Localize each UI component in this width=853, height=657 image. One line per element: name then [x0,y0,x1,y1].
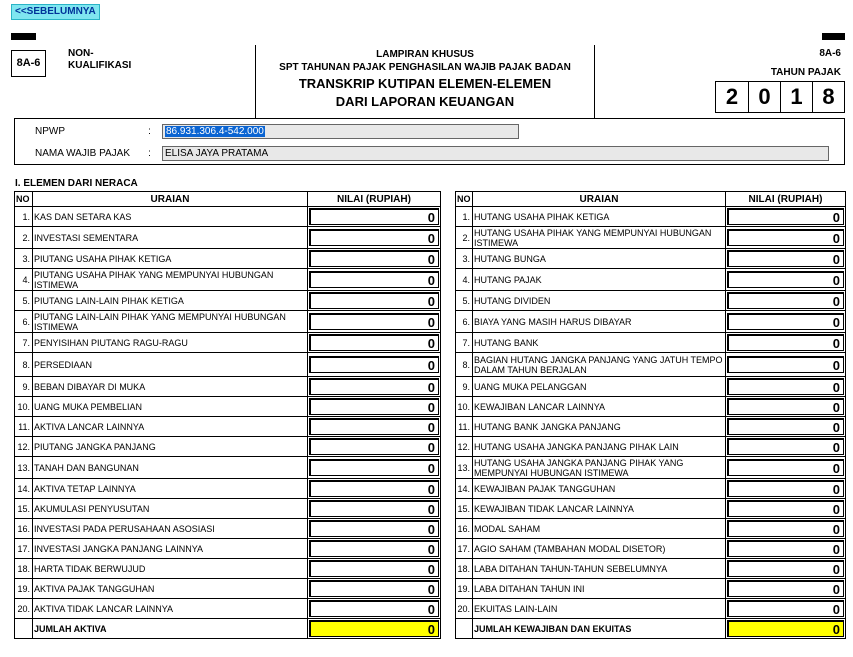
row-value-cell [308,377,441,397]
row-number: 6. [15,311,33,333]
row-number: 2. [456,227,473,249]
table-row [15,333,441,353]
row-value-cell [726,479,846,499]
row-value-cell [308,579,441,599]
table-row [15,311,441,333]
row-number: 5. [456,291,473,311]
table-row [15,437,441,457]
table-row [456,333,846,353]
row-number: 9. [15,377,33,397]
row-description: HARTA TIDAK BERWUJUD [33,559,308,579]
table-row [15,519,441,539]
total-value: 0 [727,620,844,637]
table-row [456,579,846,599]
row-value-cell [726,227,846,249]
nama-label: NAMA WAJIB PAJAK [35,147,131,159]
row-value-cell [726,291,846,311]
table-row [456,437,846,457]
form-code: 8A-6 [11,50,46,77]
value-input[interactable]: 0 [727,356,844,373]
value-input[interactable]: 0 [309,208,439,225]
row-description: HUTANG PAJAK [473,269,726,291]
row-number: 10. [456,397,473,417]
row-number: 14. [456,479,473,499]
table-row [456,311,846,333]
row-value-cell [308,499,441,519]
row-value-cell [308,353,441,377]
table-row [456,227,846,249]
table-row [456,291,846,311]
row-number: 15. [15,499,33,519]
table-row [15,377,441,397]
row-number: 3. [15,249,33,269]
identity-section [14,118,845,165]
form-code-right: 8A-6 [819,48,841,59]
value-input[interactable]: 0 [727,250,844,267]
row-value-cell [726,437,846,457]
table-header-row [15,192,441,207]
table-row [15,599,441,619]
header-center [255,45,595,118]
value-input[interactable]: 0 [309,500,439,517]
corner-mark-left [11,33,36,40]
value-input[interactable]: 0 [727,271,844,288]
row-value-cell [726,499,846,519]
classification-line2: KUALIFIKASI [68,60,132,71]
table-row [15,269,441,291]
row-description: UANG MUKA PEMBELIAN [33,397,308,417]
row-number: 19. [456,579,473,599]
row-description: HUTANG USAHA PIHAK YANG MEMPUNYAI HUBUNGAN ISTIMEWA [473,227,726,249]
assets-table [14,191,441,639]
table-row [15,499,441,519]
table-row [15,539,441,559]
table-row [15,559,441,579]
year-digit: 2 [725,84,739,109]
row-description: AGIO SAHAM (TAMBAHAN MODAL DISETOR) [473,539,726,559]
value-input[interactable]: 0 [727,208,844,225]
total-row [15,619,441,639]
row-value-cell [726,377,846,397]
row-description: PIUTANG LAIN-LAIN PIHAK YANG MEMPUNYAI HUBUNGAN ISTIMEWA [33,311,308,333]
row-number: 2. [15,227,33,249]
total-label: JUMLAH KEWAJIBAN DAN EKUITAS [473,619,726,639]
row-value-cell [308,269,441,291]
value-input[interactable]: 0 [309,600,439,617]
row-value-cell [726,311,846,333]
row-description: INVESTASI JANGKA PANJANG LAINNYA [33,539,308,559]
total-label: JUMLAH AKTIVA [33,619,308,639]
row-description: BIAYA YANG MASIH HARUS DIBAYAR [473,311,726,333]
row-number: 11. [15,417,33,437]
spt-title: SPT TAHUNAN PAJAK PENGHASILAN WAJIB PAJAK BADAN [279,62,571,73]
row-value-cell [726,579,846,599]
value-input[interactable]: 0 [727,560,844,577]
nama-row [15,145,844,161]
tax-year-boxes [715,81,845,113]
row-number: 3. [456,249,473,269]
total-row [456,619,846,639]
value-input[interactable]: 0 [727,398,844,415]
value-input[interactable]: 0 [727,418,844,435]
header-no: NO [456,192,473,207]
row-value-cell [726,249,846,269]
row-number: 16. [456,519,473,539]
nama-field[interactable]: ELISA JAYA PRATAMA [162,146,829,161]
value-input[interactable]: 0 [309,398,439,415]
row-description: PIUTANG JANGKA PANJANG [33,437,308,457]
value-input[interactable]: 0 [309,580,439,597]
row-value-cell [726,599,846,619]
colon: : [148,125,151,137]
row-number: 14. [15,479,33,499]
row-description: HUTANG USAHA JANGKA PANJANG PIHAK LAIN [473,437,726,457]
value-input[interactable]: 0 [309,229,439,246]
value-input[interactable]: 0 [309,459,439,476]
header-uraian: URAIAN [473,192,726,207]
row-description: PIUTANG LAIN-LAIN PIHAK KETIGA [33,291,308,311]
row-number: 17. [456,539,473,559]
npwp-field[interactable] [162,124,519,139]
table-row [456,519,846,539]
table-row [15,397,441,417]
value-input[interactable]: 0 [309,292,439,309]
row-value-cell [308,519,441,539]
main-title-line1: TRANSKRIP KUTIPAN ELEMEN-ELEMEN [298,76,552,91]
row-value-cell [308,333,441,353]
row-value-cell [308,227,441,249]
main-title-line2: DARI LAPORAN KEUANGAN [335,94,515,109]
row-description: AKTIVA PAJAK TANGGUHAN [33,579,308,599]
table-row [15,249,441,269]
header-no: NO [15,192,33,207]
row-value-cell [726,539,846,559]
value-input[interactable]: 0 [727,480,844,497]
value-input[interactable]: 0 [309,560,439,577]
row-value-cell [308,457,441,479]
row-value-cell [308,417,441,437]
row-description: PERSEDIAAN [33,353,308,377]
row-value-cell [726,269,846,291]
row-number: 20. [456,599,473,619]
row-description: KEWAJIBAN LANCAR LAINNYA [473,397,726,417]
row-number: 16. [15,519,33,539]
row-number: 4. [15,269,33,291]
classification-line1: NON- [68,48,94,59]
row-number: 10. [15,397,33,417]
row-description: AKTIVA LANCAR LAINNYA [33,417,308,437]
row-description: TANAH DAN BANGUNAN [33,457,308,479]
header-nilai: NILAI (RUPIAH) [308,192,441,207]
row-description: AKTIVA TETAP LAINNYA [33,479,308,499]
value-input[interactable]: 0 [727,459,844,476]
row-number: 5. [15,291,33,311]
table-row [456,249,846,269]
table-row [15,457,441,479]
header-left [11,45,255,118]
row-description: HUTANG BANK JANGKA PANJANG [473,417,726,437]
table-row [456,397,846,417]
value-input[interactable]: 0 [727,292,844,309]
row-description: AKUMULASI PENYUSUTAN [33,499,308,519]
npwp-row [15,123,844,139]
row-value-cell [726,397,846,417]
colon: : [148,147,151,159]
table-row [456,559,846,579]
row-number: 20. [15,599,33,619]
table-row [15,353,441,377]
row-value-cell [308,397,441,417]
header-right [595,45,845,118]
header-uraian: URAIAN [33,192,308,207]
table-row [456,479,846,499]
row-number: 17. [15,539,33,559]
section-title: I. ELEMEN DARI NERACA [15,178,138,189]
table-row [15,207,441,227]
total-value-cell [726,619,846,639]
row-number: 1. [15,207,33,227]
row-number: 18. [15,559,33,579]
value-input[interactable]: 0 [727,334,844,351]
row-number: 15. [456,499,473,519]
row-value-cell [308,291,441,311]
table-row [456,269,846,291]
row-value-cell [308,437,441,457]
total-value-cell [308,619,441,639]
row-description: PIUTANG USAHA PIHAK YANG MEMPUNYAI HUBUNGAN ISTIMEWA [33,269,308,291]
table-row [456,377,846,397]
row-number: 12. [456,437,473,457]
liabilities-table [455,191,846,639]
row-value-cell [308,539,441,559]
row-number: 11. [456,417,473,437]
value-input[interactable]: 0 [309,480,439,497]
row-value-cell [726,333,846,353]
header-nilai: NILAI (RUPIAH) [726,192,846,207]
value-input[interactable]: 0 [727,229,844,246]
total-no-cell [15,619,33,639]
table-row [456,599,846,619]
row-description: MODAL SAHAM [473,519,726,539]
row-description: KAS DAN SETARA KAS [33,207,308,227]
row-description: PENYISIHAN PIUTANG RAGU-RAGU [33,333,308,353]
row-description: HUTANG USAHA JANGKA PANJANG PIHAK YANG MEMPUNYAI HUBUNGAN ISTIMEWA [473,457,726,479]
row-number: 13. [15,457,33,479]
row-description: INVESTASI SEMENTARA [33,227,308,249]
row-description: KEWAJIBAN TIDAK LANCAR LAINNYA [473,499,726,519]
row-value-cell [308,207,441,227]
row-description: HUTANG USAHA PIHAK KETIGA [473,207,726,227]
row-description: BEBAN DIBAYAR DI MUKA [33,377,308,397]
value-input[interactable]: 0 [309,438,439,455]
value-input[interactable]: 0 [309,250,439,267]
table-row [15,579,441,599]
table-row [456,417,846,437]
value-input[interactable]: 0 [727,580,844,597]
table-row [15,291,441,311]
table-row [15,479,441,499]
row-number: 6. [456,311,473,333]
classification [68,48,168,72]
value-input[interactable]: 0 [727,500,844,517]
corner-mark-right [822,33,845,40]
value-input[interactable]: 0 [727,600,844,617]
value-input[interactable]: 0 [727,313,844,330]
row-value-cell [726,457,846,479]
row-description: KEWAJIBAN PAJAK TANGGUHAN [473,479,726,499]
row-value-cell [308,311,441,333]
row-number: 9. [456,377,473,397]
back-button[interactable]: <<SEBELUMNYA [11,4,100,20]
table-row [15,227,441,249]
value-input[interactable]: 0 [309,520,439,537]
value-input[interactable]: 0 [727,540,844,557]
row-description: PIUTANG USAHA PIHAK KETIGA [33,249,308,269]
value-input[interactable]: 0 [309,418,439,435]
total-value: 0 [309,620,439,637]
table-row [456,457,846,479]
row-number: 18. [456,559,473,579]
row-value-cell [726,207,846,227]
row-number: 8. [15,353,33,377]
tax-year-label: TAHUN PAJAK [770,67,841,78]
table-row [456,499,846,519]
npwp-value: 86.931.306.4-542.000 [166,125,264,137]
table-row [456,539,846,559]
row-number: 8. [456,353,473,377]
year-digit: 1 [780,82,812,112]
total-no-cell [456,619,473,639]
lampiran-label: LAMPIRAN KHUSUS [376,49,474,60]
table-row [456,353,846,377]
year-digit: 0 [748,82,780,112]
table-header-row [456,192,846,207]
row-value-cell [726,353,846,377]
value-input[interactable]: 0 [309,271,439,288]
row-value-cell [726,519,846,539]
row-value-cell [308,249,441,269]
npwp-label: NPWP [35,125,65,137]
row-value-cell [726,417,846,437]
row-description: HUTANG BUNGA [473,249,726,269]
row-description: HUTANG BANK [473,333,726,353]
row-description: LABA DITAHAN TAHUN INI [473,579,726,599]
row-value-cell [726,559,846,579]
value-input[interactable]: 0 [727,378,844,395]
value-input[interactable]: 0 [309,378,439,395]
value-input[interactable]: 0 [309,313,439,330]
row-value-cell [308,479,441,499]
row-value-cell [308,599,441,619]
row-number: 7. [15,333,33,353]
row-number: 13. [456,457,473,479]
value-input[interactable]: 0 [309,540,439,557]
value-input[interactable]: 0 [309,356,439,373]
table-row [15,417,441,437]
row-description: AKTIVA TIDAK LANCAR LAINNYA [33,599,308,619]
row-value-cell [308,559,441,579]
row-description: EKUITAS LAIN-LAIN [473,599,726,619]
row-number: 4. [456,269,473,291]
value-input[interactable]: 0 [309,334,439,351]
year-digit: 8 [812,82,844,112]
row-description: UANG MUKA PELANGGAN [473,377,726,397]
row-number: 19. [15,579,33,599]
value-input[interactable]: 0 [727,520,844,537]
row-description: LABA DITAHAN TAHUN-TAHUN SEBELUMNYA [473,559,726,579]
table-row [456,207,846,227]
row-number: 1. [456,207,473,227]
row-description: HUTANG DIVIDEN [473,291,726,311]
row-number: 7. [456,333,473,353]
value-input[interactable]: 0 [727,438,844,455]
row-number: 12. [15,437,33,457]
row-description: INVESTASI PADA PERUSAHAAN ASOSIASI [33,519,308,539]
row-description: BAGIAN HUTANG JANGKA PANJANG YANG JATUH TEMPO DALAM TAHUN BERJALAN [473,353,726,377]
